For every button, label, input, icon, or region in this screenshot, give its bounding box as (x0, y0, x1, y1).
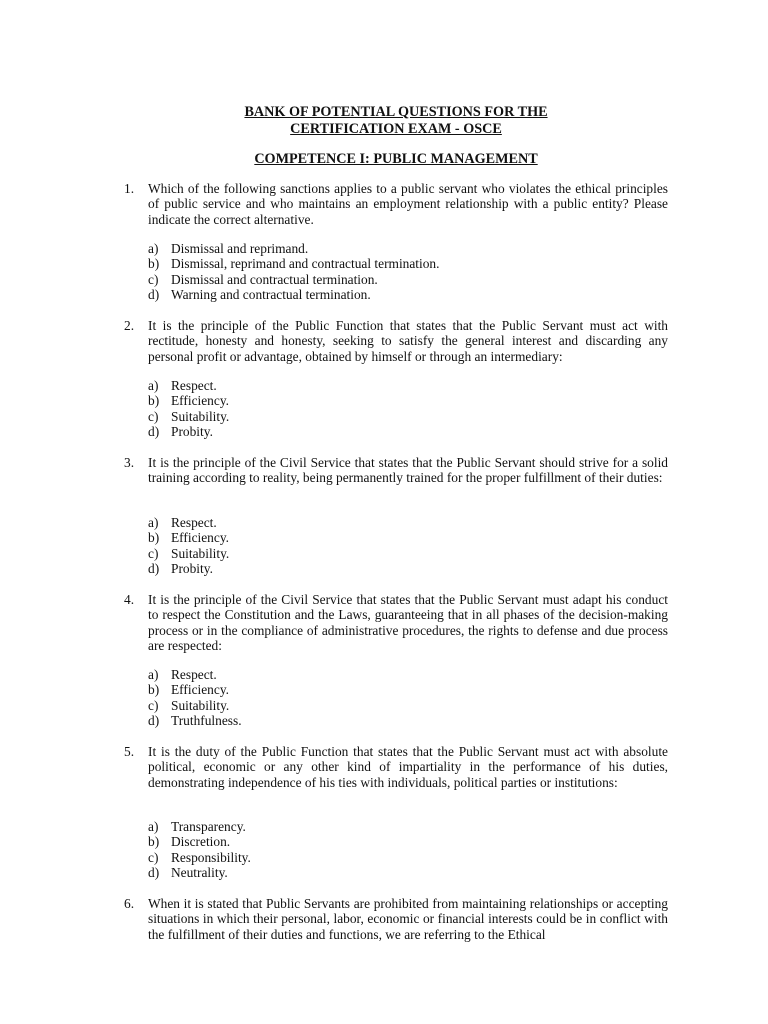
answer-options (148, 378, 648, 440)
option-text: Neutrality. (171, 865, 228, 881)
document-title-line2: CERTIFICATION EXAM - OSCE (290, 121, 502, 137)
question-text: It is the principle of the Civil Service that states that the Public Servant should strive for a solid training according to reality, being permanently trained for the proper fulfillment of their duties: (148, 455, 668, 486)
question-number: 1. (124, 181, 135, 196)
answer-options (148, 515, 648, 577)
question-number: 6. (124, 896, 135, 911)
option-text: Efficiency. (171, 393, 229, 409)
answer-option (148, 393, 648, 408)
option-letter: c) (148, 849, 159, 865)
option-letter: b) (148, 834, 160, 850)
answer-option (148, 834, 648, 849)
question-text: It is the principle of the Civil Service that states that the Public Servant must adapt his conduct to respect the Constitution and the Laws, guaranteeing that in all phases of the decision-making process or in the compliance of administrative procedures, the rights to defense and due process are respected: (148, 592, 668, 654)
answer-option (148, 698, 648, 713)
answer-option (148, 409, 648, 424)
option-letter: c) (148, 545, 159, 561)
option-letter: d) (148, 713, 160, 729)
answer-option (148, 865, 648, 880)
question-text: It is the principle of the Public Function that states that the Public Servant must act with rectitude, honesty and honesty, seeking to satisfy the general interest and discarding any personal profit or advantage, obtained by himself or through an intermediary: (148, 318, 668, 364)
option-letter: d) (148, 561, 160, 577)
option-text: Transparency. (171, 819, 246, 834)
option-letter: a) (148, 819, 159, 834)
question-number: 3. (124, 455, 135, 470)
answer-option (148, 272, 648, 287)
answer-options (148, 241, 648, 303)
option-text: Probity. (171, 424, 213, 440)
option-text: Efficiency. (171, 682, 229, 698)
option-text: Truthfulness. (171, 713, 242, 729)
option-letter: b) (148, 393, 160, 409)
option-letter: b) (148, 530, 160, 546)
answer-option (148, 530, 648, 545)
option-text: Respect. (171, 667, 217, 682)
option-text: Respect. (171, 378, 217, 393)
option-text: Suitability. (171, 697, 230, 713)
answer-option (148, 682, 648, 697)
answer-option (148, 515, 648, 530)
option-text: Probity. (171, 561, 213, 577)
document-title-line1: BANK OF POTENTIAL QUESTIONS FOR THE (244, 104, 548, 120)
question-text: Which of the following sanctions applies to a public servant who violates the ethical principles of public service and who maintains an employment relationship with a public entity? Please indicate the correct alternative. (148, 181, 668, 227)
answer-option (148, 241, 648, 256)
option-letter: c) (148, 697, 159, 713)
answer-option (148, 424, 648, 439)
option-letter: c) (148, 271, 159, 287)
option-text: Efficiency. (171, 530, 229, 546)
answer-options (148, 667, 648, 729)
answer-option (148, 667, 648, 682)
section-heading: COMPETENCE I: PUBLIC MANAGEMENT (254, 151, 538, 167)
option-letter: b) (148, 256, 160, 272)
answer-option (148, 713, 648, 728)
option-letter: b) (148, 682, 160, 698)
answer-option (148, 561, 648, 576)
option-letter: a) (148, 667, 159, 682)
option-letter: a) (148, 515, 159, 530)
option-text: Suitability. (171, 408, 230, 424)
question-number: 2. (124, 318, 135, 333)
option-text: Respect. (171, 515, 217, 530)
answer-option (148, 819, 648, 834)
option-letter: c) (148, 408, 159, 424)
option-letter: d) (148, 424, 160, 440)
question-text: When it is stated that Public Servants are prohibited from maintaining relationships or accepting situations in which their personal, labor, economic or financial interests could be in conflict with the fulfillment of their duties and functions, we are referring to the Ethical (148, 896, 668, 942)
option-text: Dismissal and contractual termination. (171, 271, 378, 287)
option-text: Responsibility. (171, 849, 251, 865)
option-text: Dismissal and reprimand. (171, 241, 309, 256)
option-letter: a) (148, 241, 159, 256)
answer-option (148, 287, 648, 302)
option-text: Discretion. (171, 834, 231, 850)
option-text: Dismissal, reprimand and contractual termination. (171, 256, 440, 272)
answer-option (148, 546, 648, 561)
option-letter: d) (148, 287, 160, 303)
answer-options (148, 819, 648, 881)
question-number: 4. (124, 592, 135, 607)
option-letter: d) (148, 865, 160, 881)
question-text: It is the duty of the Public Function that states that the Public Servant must act with absolute political, economic or any other kind of impartiality in the performance of his duties, demonstrating independence of his ties with individuals, political parties or institutions: (148, 744, 668, 790)
option-letter: a) (148, 378, 159, 393)
answer-option (148, 256, 648, 271)
option-text: Suitability. (171, 545, 230, 561)
answer-option (148, 378, 648, 393)
question-number: 5. (124, 744, 135, 759)
option-text: Warning and contractual termination. (171, 287, 371, 303)
answer-option (148, 850, 648, 865)
